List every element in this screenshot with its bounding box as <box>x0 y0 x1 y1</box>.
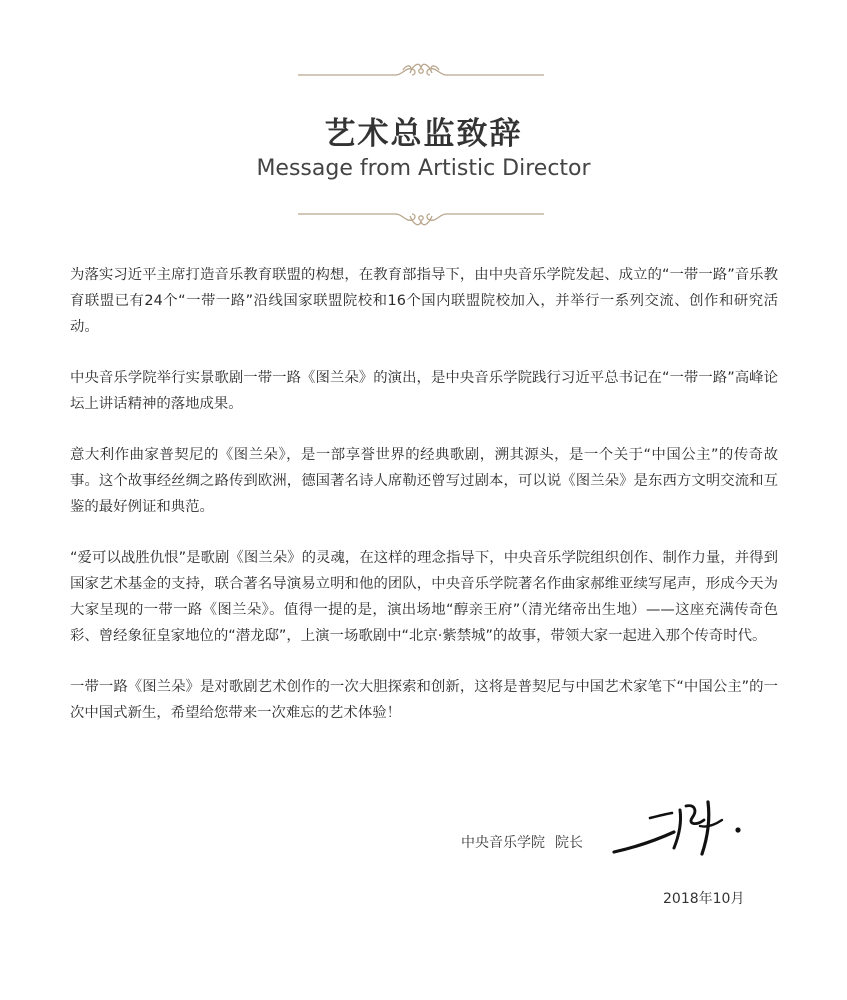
page-title: 艺术总监致辞 <box>324 116 523 152</box>
message-body <box>70 262 778 751</box>
signoff-role: 院长 <box>555 835 583 851</box>
date: 2018年10月 <box>663 891 745 907</box>
paragraph-3: 意大利作曲家普契尼的《图兰朵》，是一部享誉世界的经典歌剧，溯其源头，是一个关于“中国公主”的传奇故事。这个故事经丝绸之路传到欧洲，德国著名诗人席勒还曾写过剧本，可以说《图兰朵》是东西方文明交流和互鉴的最好例证和典范。 <box>70 447 778 515</box>
bottom-ornament-divider <box>298 206 544 230</box>
top-ornament-divider <box>298 58 544 82</box>
handwritten-signature <box>612 796 752 860</box>
signoff-line <box>461 832 593 852</box>
paragraph-1: 为落实习近平主席打造音乐教育联盟的构想，在教育部指导下，由中央音乐学院发起、成立的“一带一路”音乐教育联盟已有24个“一带一路”沿线国家联盟院校和16个国内联盟院校加入，并举行一系列交流、创作和研究活动。 <box>70 267 778 335</box>
paragraph-2: 中央音乐学院举行实景歌剧一带一路《图兰朵》的演出，是中央音乐学院践行习近平总书记在“一带一路”高峰论坛上讲话精神的落地成果。 <box>70 370 778 412</box>
paragraph-4: “爱可以战胜仇恨”是歌剧《图兰朵》的灵魂，在这样的理念指导下，中央音乐学院组织创作、制作力量，并得到国家艺术基金的支持，联合著名导演易立明和他的团队，中央音乐学院著名作曲家郝维亚续写尾声，形成今天为大家呈现的一带一路《图兰朵》。值得一提的是，演出场地“醇亲王府”（清光绪帝出生地）——这座充满传奇色彩、曾经象征皇家地位的“潜龙邸”，上演一场歌剧中“北京·紫禁城”的故事，带领大家一起进入那个传奇时代。 <box>70 550 778 644</box>
signoff-institution: 中央音乐学院 <box>461 835 545 851</box>
paragraph-5: 一带一路《图兰朵》是对歌剧艺术创作的一次大胆探索和创新，这将是普契尼与中国艺术家笔下“中国公主”的一次中国式新生，希望给您带来一次难忘的艺术体验！ <box>70 679 778 721</box>
page-subtitle: Message from Artistic Director <box>256 156 591 181</box>
